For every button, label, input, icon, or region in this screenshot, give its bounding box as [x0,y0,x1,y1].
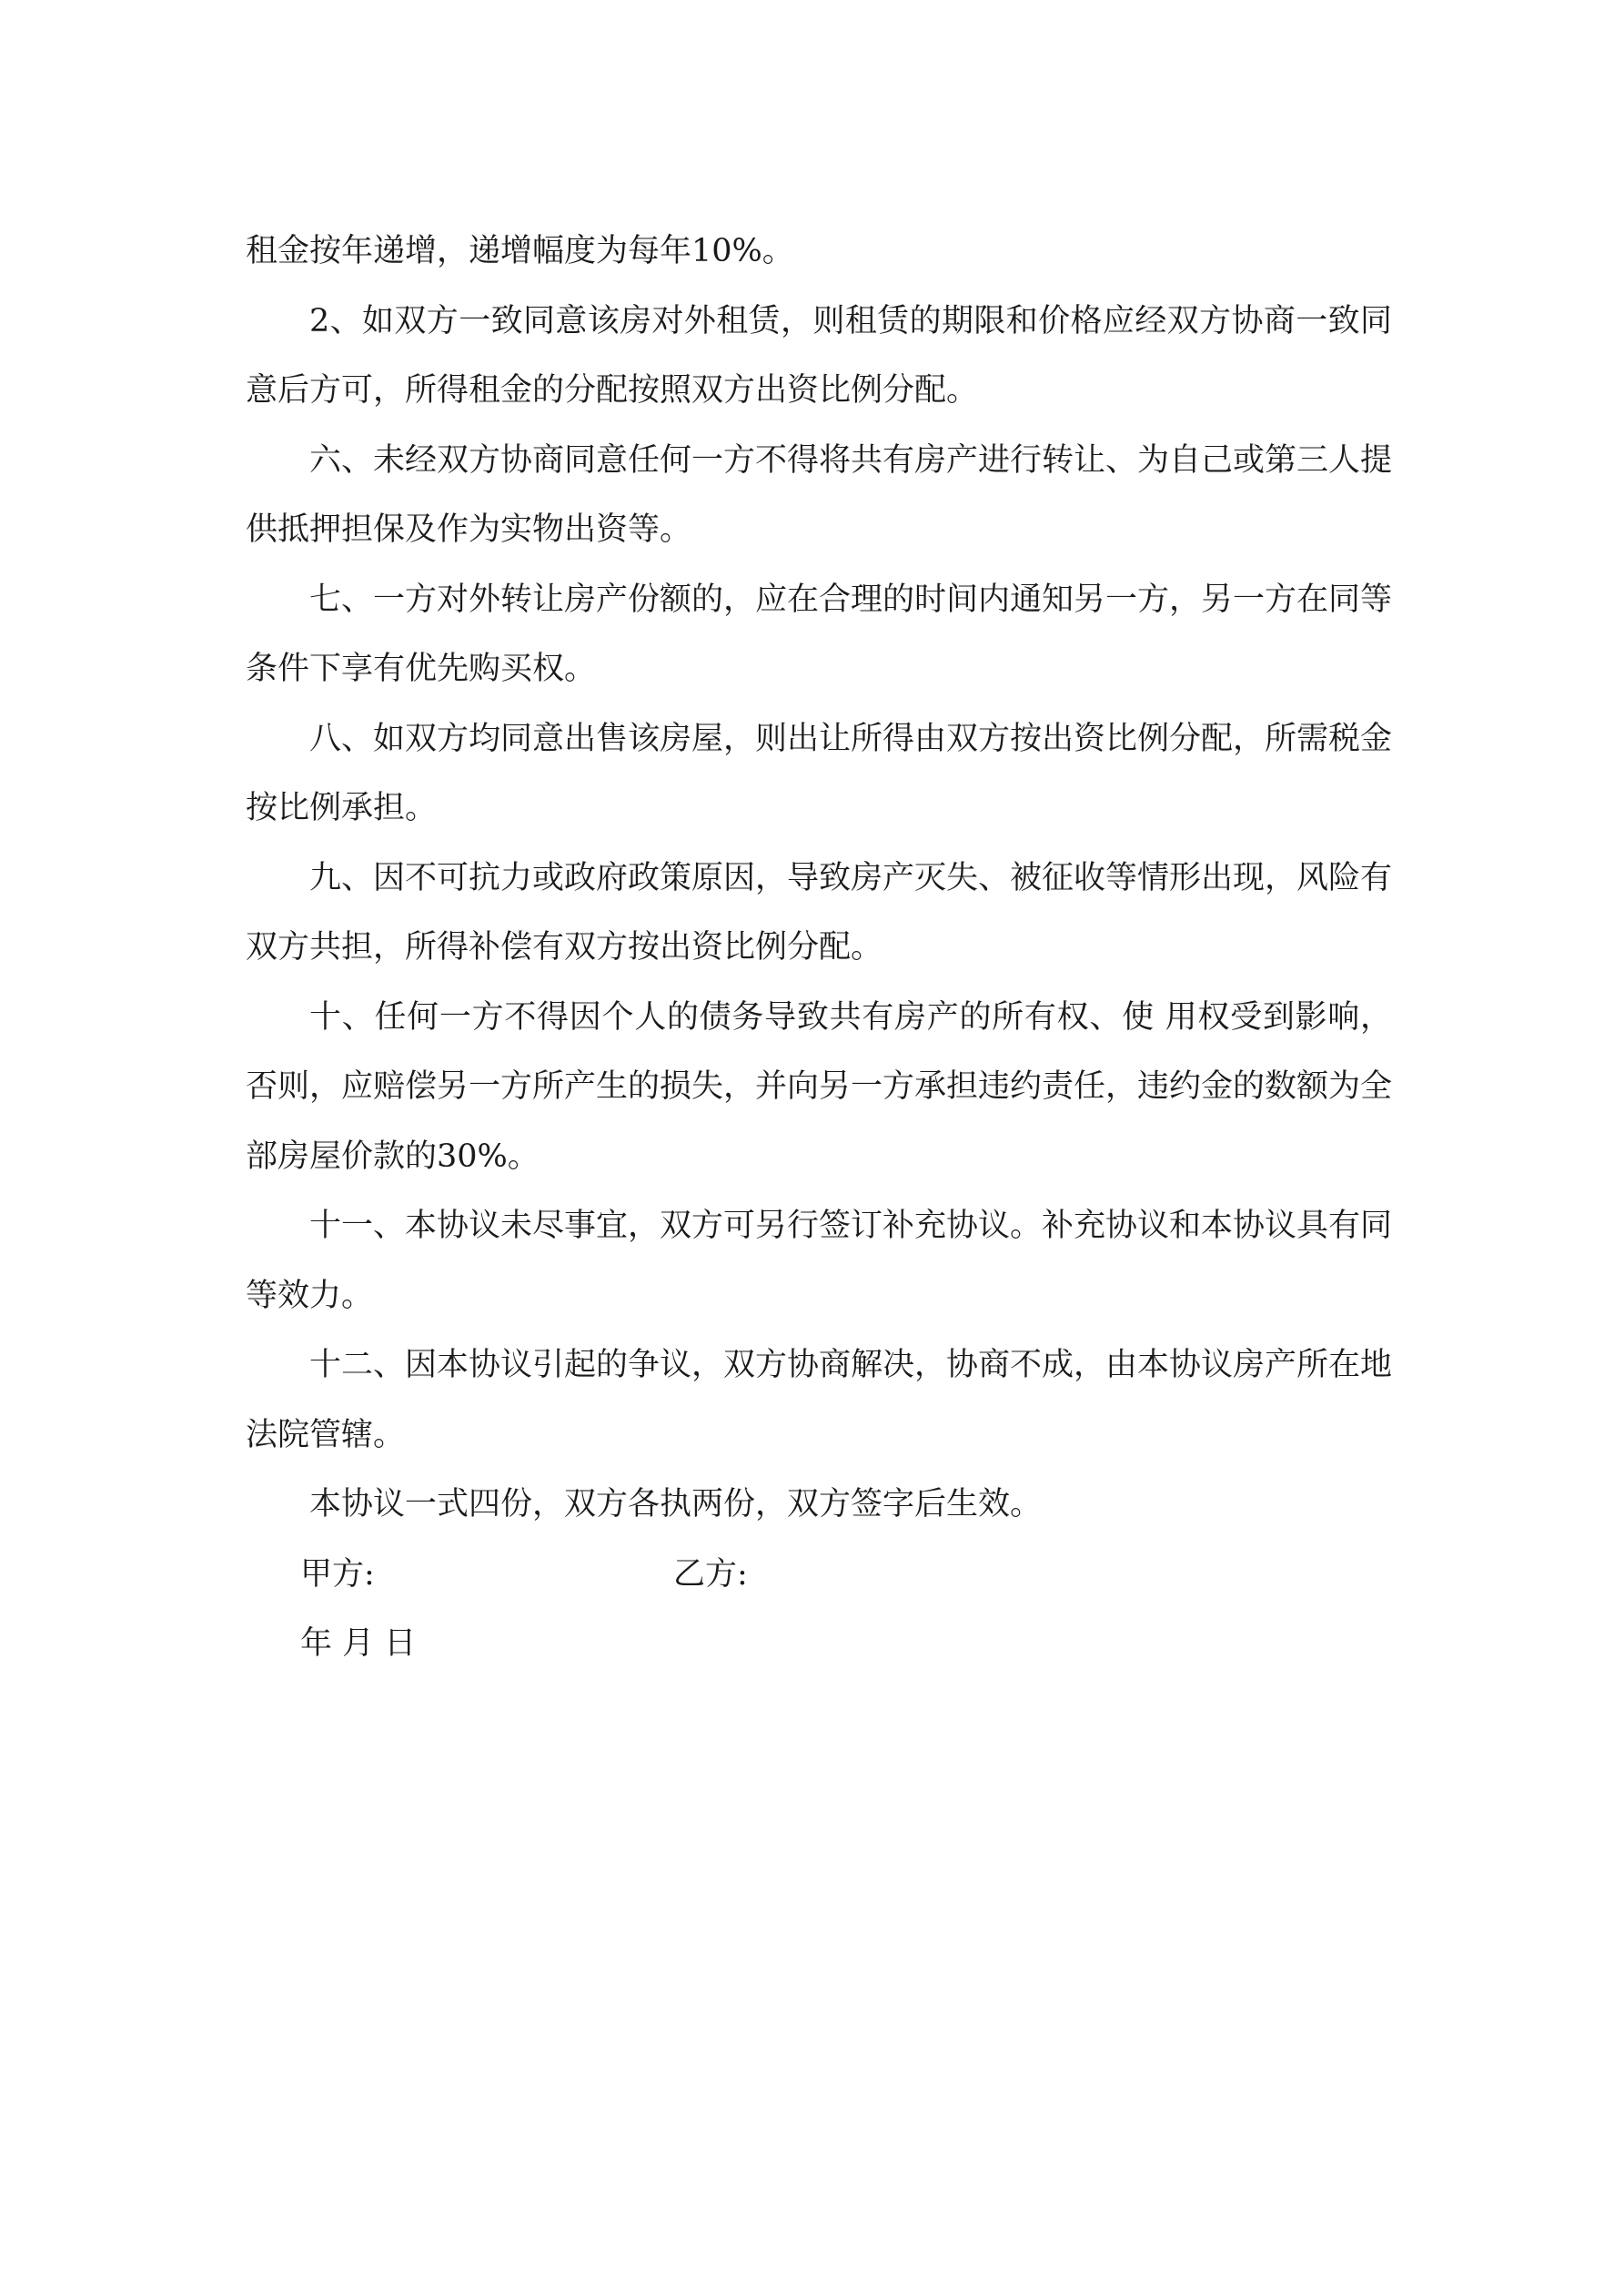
paragraph-clause-7: 七、一方对外转让房产份额的，应在合理的时间内通知另一方，另一方在同等条件下享有优先购买权。 [246,581,1393,687]
paragraph-rent-increase: 租金按年递增，递增幅度为每年10%。 [246,233,794,269]
paragraph-clause-6: 六、未经双方协商同意任何一方不得将共有房产进行转让、为自己或第三人提供抵押担保及作为实物出资等。 [246,441,1393,548]
signature-row [246,1540,1392,1610]
party-b-label: 乙方: [673,1555,748,1593]
party-a-label: 甲方: [300,1555,375,1593]
paragraph-clause-9: 九、因不可抗力或政府政策原因，导致房产灭失、被征收等情形出现，风险有双方共担，所得补偿有双方按出资比例分配。 [246,859,1393,966]
paragraph-clause-11: 十一、本协议未尽事宜，双方可另行签订补充协议。补充协议和本协议具有同等效力。 [246,1208,1393,1314]
document-body [246,217,1392,1679]
paragraph-clause-10: 十、任何一方不得因个人的债务导致共有房产的所有权、使 用权受到影响，否则，应赔偿另一方所产生的损失，并向另一方承担违约责任，违约金的数额为全部房屋价款的30%。 [246,998,1393,1175]
paragraph-clause-8: 八、如双方均同意出售该房屋，则出让所得由双方按出资比例分配，所需税金按比例承担。 [246,720,1393,826]
paragraph-copies: 本协议一式四份，双方各执两份，双方签字后生效。 [309,1486,1043,1522]
paragraph-clause-12: 十二、因本协议引起的争议，双方协商解决，协商不成，由本协议房产所在地法院管辖。 [246,1347,1393,1453]
paragraph-lease-terms: 2、如双方一致同意该房对外租赁，则租赁的期限和价格应经双方协商一致同意后方可，所得租金的分配按照双方出资比例分配。 [246,302,1392,409]
date-line: 年 月 日 [300,1625,417,1662]
